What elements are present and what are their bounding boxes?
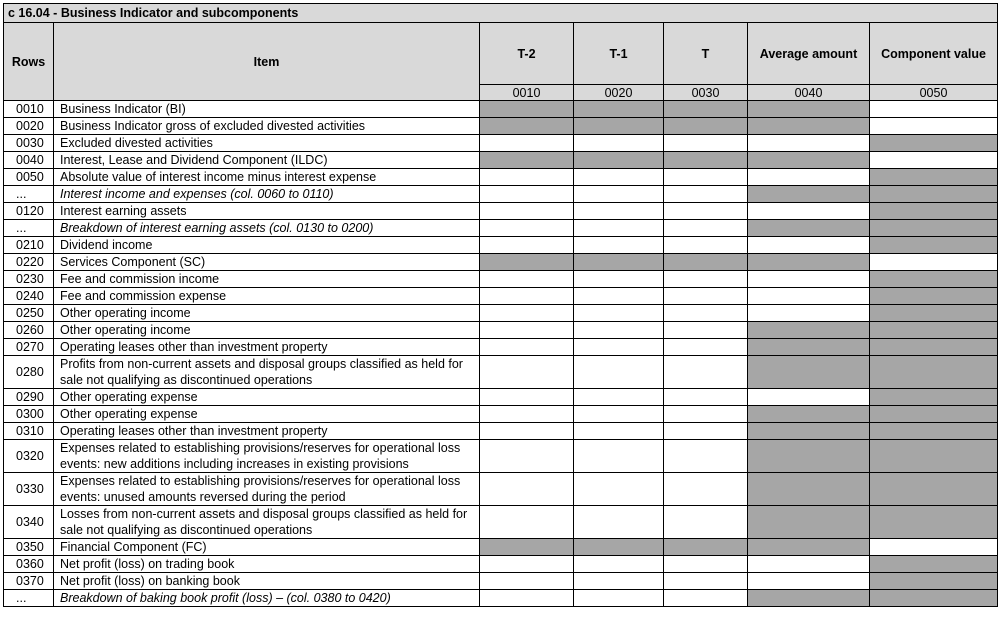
table-row (4, 135, 998, 152)
row-item-label: Excluded divested activities (54, 135, 480, 152)
row-code: 0270 (4, 339, 54, 356)
shaded-cell (664, 101, 748, 118)
shaded-cell (748, 254, 870, 271)
data-cell[interactable] (574, 506, 664, 539)
row-code: ... (4, 186, 54, 203)
table-row (4, 169, 998, 186)
shaded-cell (480, 101, 574, 118)
data-cell[interactable] (480, 556, 574, 573)
shaded-cell (748, 539, 870, 556)
data-cell[interactable] (664, 590, 748, 607)
shaded-cell (870, 271, 998, 288)
row-code: 0250 (4, 305, 54, 322)
data-cell[interactable] (574, 135, 664, 152)
data-cell[interactable] (574, 590, 664, 607)
data-cell[interactable] (664, 339, 748, 356)
column-code: 0030 (664, 85, 748, 101)
shaded-cell (870, 220, 998, 237)
data-cell[interactable] (480, 220, 574, 237)
table-row (4, 101, 998, 118)
row-item-label: Financial Component (FC) (54, 539, 480, 556)
shaded-cell (870, 590, 998, 607)
shaded-cell (480, 539, 574, 556)
data-cell[interactable] (574, 556, 664, 573)
table-row (4, 389, 998, 406)
row-item-label: Business Indicator gross of excluded divested activities (54, 118, 480, 135)
data-cell[interactable] (480, 169, 574, 186)
data-cell[interactable] (574, 203, 664, 220)
shaded-cell (870, 389, 998, 406)
table-row (4, 339, 998, 356)
table-row (4, 423, 998, 440)
row-code: 0240 (4, 288, 54, 305)
data-cell[interactable] (480, 186, 574, 203)
data-cell[interactable] (664, 423, 748, 440)
table-row (4, 440, 998, 473)
column-code: 0040 (748, 85, 870, 101)
data-cell[interactable] (748, 305, 870, 322)
shaded-cell (870, 305, 998, 322)
data-cell[interactable] (480, 237, 574, 254)
shaded-cell (748, 118, 870, 135)
data-cell[interactable] (748, 556, 870, 573)
data-cell[interactable] (480, 356, 574, 389)
table-row (4, 237, 998, 254)
data-cell[interactable] (664, 271, 748, 288)
shaded-cell (870, 288, 998, 305)
row-code: 0210 (4, 237, 54, 254)
row-item-label: Other operating income (54, 322, 480, 339)
data-cell[interactable] (664, 322, 748, 339)
data-cell[interactable] (664, 356, 748, 389)
shaded-cell (664, 539, 748, 556)
shaded-cell (870, 423, 998, 440)
shaded-cell (664, 254, 748, 271)
column-code: 0010 (480, 85, 574, 101)
data-cell[interactable] (870, 118, 998, 135)
data-cell[interactable] (748, 288, 870, 305)
row-code: 0020 (4, 118, 54, 135)
data-cell[interactable] (664, 573, 748, 590)
data-cell[interactable] (574, 356, 664, 389)
shaded-cell (870, 473, 998, 506)
row-code: 0320 (4, 440, 54, 473)
shaded-cell (574, 539, 664, 556)
data-cell[interactable] (664, 440, 748, 473)
column-header-average-amount: Average amount (748, 23, 870, 85)
data-cell[interactable] (574, 169, 664, 186)
row-item-label: Interest income and expenses (col. 0060 to 0110) (54, 186, 480, 203)
data-cell[interactable] (480, 573, 574, 590)
row-code: 0220 (4, 254, 54, 271)
report-template (3, 3, 997, 607)
data-cell[interactable] (574, 322, 664, 339)
shaded-cell (870, 169, 998, 186)
row-item-label: Other operating expense (54, 406, 480, 423)
data-cell[interactable] (664, 186, 748, 203)
table-row (4, 220, 998, 237)
shaded-cell (664, 118, 748, 135)
table-row (4, 203, 998, 220)
row-code: 0280 (4, 356, 54, 389)
shaded-cell (748, 406, 870, 423)
data-cell[interactable] (748, 389, 870, 406)
data-cell[interactable] (664, 135, 748, 152)
row-code: 0030 (4, 135, 54, 152)
data-cell[interactable] (870, 254, 998, 271)
row-code: 0310 (4, 423, 54, 440)
shaded-cell (664, 152, 748, 169)
column-code: 0050 (870, 85, 998, 101)
data-cell[interactable] (664, 506, 748, 539)
table-row (4, 573, 998, 590)
data-cell[interactable] (574, 271, 664, 288)
row-item-label: Services Component (SC) (54, 254, 480, 271)
row-code: 0290 (4, 389, 54, 406)
shaded-cell (870, 135, 998, 152)
data-cell[interactable] (664, 389, 748, 406)
table-row (4, 322, 998, 339)
row-item-label: Breakdown of interest earning assets (col. 0130 to 0200) (54, 220, 480, 237)
row-code: 0260 (4, 322, 54, 339)
shaded-cell (748, 220, 870, 237)
column-header-component-value: Component value (870, 23, 998, 85)
row-item-label: Net profit (loss) on trading book (54, 556, 480, 573)
row-item-label: Other operating income (54, 305, 480, 322)
table-row (4, 118, 998, 135)
data-cell[interactable] (664, 556, 748, 573)
data-cell[interactable] (664, 220, 748, 237)
row-code: 0010 (4, 101, 54, 118)
table-row (4, 288, 998, 305)
shaded-cell (748, 101, 870, 118)
row-code: 0230 (4, 271, 54, 288)
table-row (4, 254, 998, 271)
data-cell[interactable] (574, 406, 664, 423)
shaded-cell (748, 440, 870, 473)
shaded-cell (574, 254, 664, 271)
shaded-cell (480, 118, 574, 135)
table-row (4, 473, 998, 506)
data-cell[interactable] (574, 573, 664, 590)
row-code: 0370 (4, 573, 54, 590)
data-cell[interactable] (870, 539, 998, 556)
data-cell[interactable] (574, 237, 664, 254)
shaded-cell (480, 152, 574, 169)
data-cell[interactable] (574, 288, 664, 305)
data-cell[interactable] (664, 169, 748, 186)
data-cell[interactable] (748, 203, 870, 220)
row-item-label: Losses from non-current assets and disposal groups classified as held for sale not qualifying as discontinued operations (54, 506, 480, 539)
row-code: ... (4, 220, 54, 237)
shaded-cell (870, 506, 998, 539)
shaded-cell (870, 237, 998, 254)
shaded-cell (574, 118, 664, 135)
data-cell[interactable] (480, 506, 574, 539)
data-cell[interactable] (574, 440, 664, 473)
template-title: c 16.04 - Business Indicator and subcomponents (4, 4, 998, 23)
shaded-cell (870, 322, 998, 339)
data-cell[interactable] (870, 101, 998, 118)
row-item-label: Expenses related to establishing provisions/reserves for operational loss events: new additions including increases in existing provisions (54, 440, 480, 473)
data-cell[interactable] (664, 288, 748, 305)
table-row (4, 305, 998, 322)
shaded-cell (870, 356, 998, 389)
table-row (4, 271, 998, 288)
table-row (4, 539, 998, 556)
shaded-cell (870, 203, 998, 220)
table-row (4, 506, 998, 539)
data-cell[interactable] (480, 271, 574, 288)
shaded-cell (748, 339, 870, 356)
data-cell[interactable] (664, 473, 748, 506)
column-header-t-2: T-2 (480, 23, 574, 85)
row-code: 0300 (4, 406, 54, 423)
shaded-cell (748, 152, 870, 169)
row-code: 0050 (4, 169, 54, 186)
shaded-cell (870, 406, 998, 423)
data-cell[interactable] (870, 152, 998, 169)
shaded-cell (870, 573, 998, 590)
row-item-label: Absolute value of interest income minus interest expense (54, 169, 480, 186)
data-cell[interactable] (480, 423, 574, 440)
row-item-label: Fee and commission income (54, 271, 480, 288)
data-cell[interactable] (664, 305, 748, 322)
data-cell[interactable] (574, 423, 664, 440)
shaded-cell (748, 186, 870, 203)
row-item-label: Interest earning assets (54, 203, 480, 220)
row-item-label: Expenses related to establishing provisions/reserves for operational loss events: unused amounts reversed during the period (54, 473, 480, 506)
table-row (4, 356, 998, 389)
table-row (4, 590, 998, 607)
shaded-cell (748, 423, 870, 440)
data-cell[interactable] (480, 339, 574, 356)
data-cell[interactable] (480, 288, 574, 305)
row-code: ... (4, 590, 54, 607)
row-code: 0330 (4, 473, 54, 506)
data-cell[interactable] (574, 473, 664, 506)
shaded-cell (480, 254, 574, 271)
column-header-t-1: T-1 (574, 23, 664, 85)
data-cell[interactable] (574, 389, 664, 406)
data-cell[interactable] (574, 220, 664, 237)
rows-header: Rows (4, 23, 54, 101)
data-cell[interactable] (574, 186, 664, 203)
row-item-label: Fee and commission expense (54, 288, 480, 305)
data-cell[interactable] (748, 237, 870, 254)
row-item-label: Breakdown of baking book profit (loss) – (col. 0380 to 0420) (54, 590, 480, 607)
table-body (4, 101, 998, 607)
data-cell[interactable] (480, 473, 574, 506)
item-header: Item (54, 23, 480, 101)
row-item-label: Net profit (loss) on banking book (54, 573, 480, 590)
row-item-label: Dividend income (54, 237, 480, 254)
table-row (4, 406, 998, 423)
data-cell[interactable] (664, 406, 748, 423)
row-item-label: Operating leases other than investment property (54, 339, 480, 356)
data-cell[interactable] (480, 305, 574, 322)
data-cell[interactable] (480, 135, 574, 152)
shaded-cell (748, 356, 870, 389)
row-code: 0360 (4, 556, 54, 573)
shaded-cell (748, 322, 870, 339)
data-cell[interactable] (480, 389, 574, 406)
column-header-t: T (664, 23, 748, 85)
data-cell[interactable] (748, 135, 870, 152)
shaded-cell (574, 152, 664, 169)
shaded-cell (748, 590, 870, 607)
data-cell[interactable] (480, 322, 574, 339)
data-cell[interactable] (748, 271, 870, 288)
business-indicator-table (3, 3, 998, 607)
column-code: 0020 (574, 85, 664, 101)
data-cell[interactable] (574, 339, 664, 356)
table-row (4, 152, 998, 169)
row-item-label: Other operating expense (54, 389, 480, 406)
row-item-label: Business Indicator (BI) (54, 101, 480, 118)
row-code: 0040 (4, 152, 54, 169)
data-cell[interactable] (574, 305, 664, 322)
data-cell[interactable] (480, 406, 574, 423)
table-row (4, 556, 998, 573)
shaded-cell (870, 440, 998, 473)
row-code: 0120 (4, 203, 54, 220)
row-code: 0350 (4, 539, 54, 556)
shaded-cell (870, 186, 998, 203)
row-code: 0340 (4, 506, 54, 539)
data-cell[interactable] (480, 440, 574, 473)
shaded-cell (748, 506, 870, 539)
data-cell[interactable] (748, 573, 870, 590)
data-cell[interactable] (664, 203, 748, 220)
shaded-cell (748, 473, 870, 506)
data-cell[interactable] (664, 237, 748, 254)
row-item-label: Profits from non-current assets and disposal groups classified as held for sale not qualifying as discontinued operations (54, 356, 480, 389)
data-cell[interactable] (480, 203, 574, 220)
row-item-label: Interest, Lease and Dividend Component (ILDC) (54, 152, 480, 169)
table-row (4, 186, 998, 203)
shaded-cell (574, 101, 664, 118)
row-item-label: Operating leases other than investment property (54, 423, 480, 440)
shaded-cell (870, 556, 998, 573)
data-cell[interactable] (480, 590, 574, 607)
shaded-cell (870, 339, 998, 356)
data-cell[interactable] (748, 169, 870, 186)
